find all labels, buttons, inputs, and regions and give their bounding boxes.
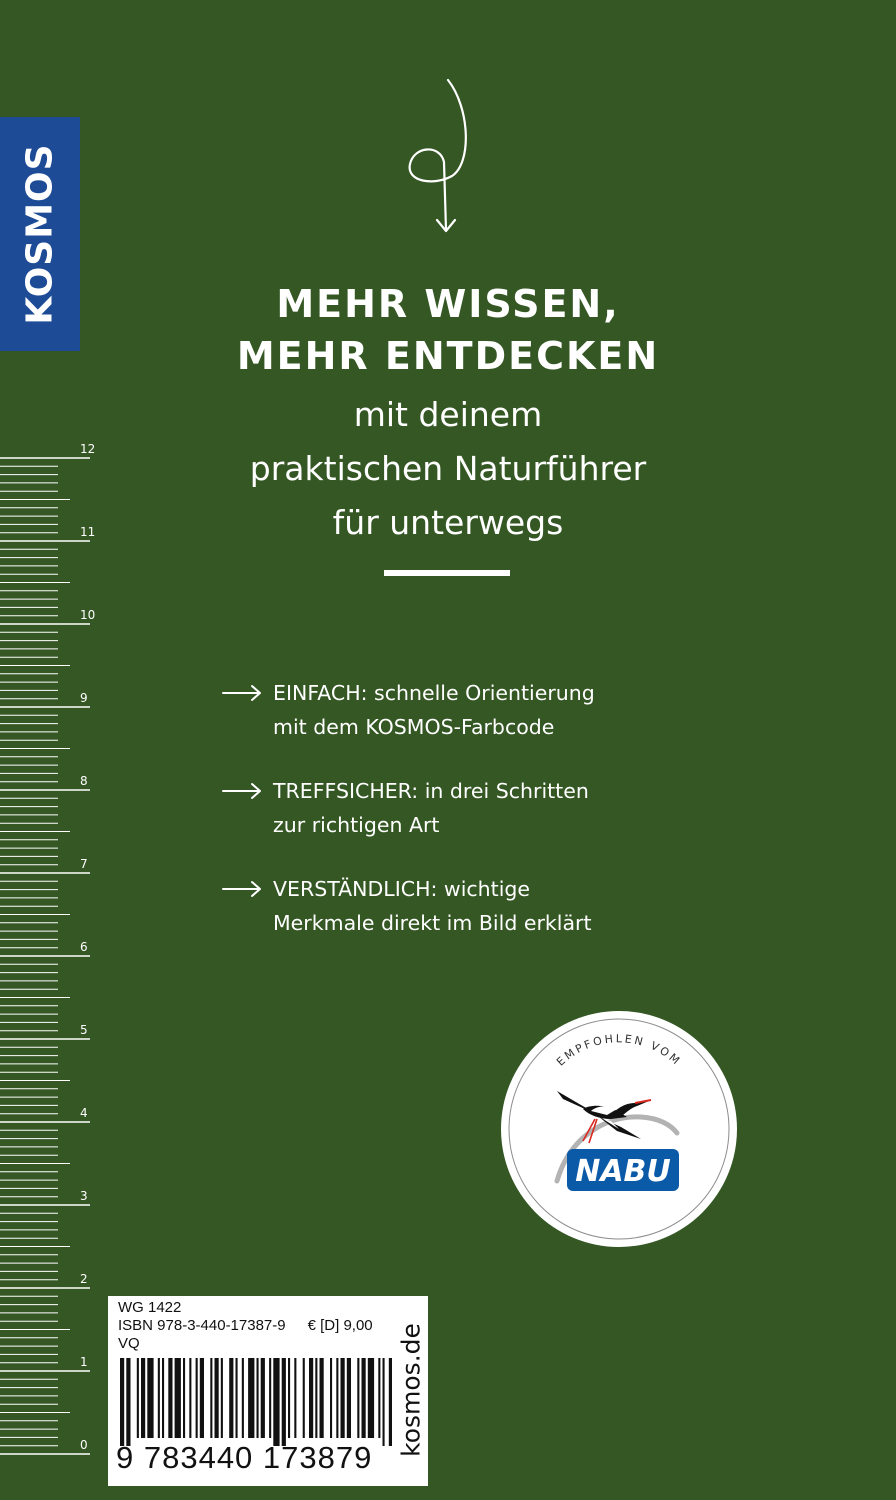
barcode-bar <box>141 1358 145 1438</box>
ruler-label: 10 <box>80 608 96 622</box>
barcode-bar <box>210 1358 212 1438</box>
barcode-bar <box>383 1358 385 1446</box>
barcode-bar <box>137 1358 139 1438</box>
ruler-label: 2 <box>80 1272 88 1286</box>
feature-treffsicher <box>222 774 742 842</box>
barcode-bar <box>347 1358 351 1438</box>
barcode-bar <box>200 1358 204 1438</box>
headline-line-1: MEHR WISSEN, <box>276 282 620 326</box>
feature-line-1: EINFACH: schnelle Orientierung <box>273 681 595 705</box>
barcode-bar <box>120 1358 124 1446</box>
barcode-bar <box>158 1358 160 1438</box>
right-arrow-icon <box>222 676 264 710</box>
ruler-label: 11 <box>80 525 96 539</box>
price: € [D] 9,00 <box>307 1317 373 1334</box>
barcode-bar <box>357 1358 359 1438</box>
headline-line-2: MEHR ENTDECKEN <box>236 334 660 378</box>
right-arrow-icon <box>222 774 264 808</box>
barcode-bar <box>215 1358 219 1438</box>
ruler-label: 8 <box>80 774 88 788</box>
barcode-box <box>108 1296 428 1486</box>
barcode-bar <box>330 1358 332 1438</box>
ruler-label: 1 <box>80 1355 88 1369</box>
barcode-bar <box>269 1358 271 1438</box>
ruler-label: 7 <box>80 857 88 871</box>
barcode-bar <box>273 1358 279 1446</box>
nabu-badge <box>499 1009 739 1249</box>
barcode-bar <box>288 1358 290 1438</box>
ruler-label: 9 <box>80 691 88 705</box>
barcode-bar <box>248 1358 254 1438</box>
vq-code: VQ <box>118 1335 140 1352</box>
ruler-label: 12 <box>80 442 96 456</box>
feature-line-2: Merkmale direkt im Bild erklärt <box>273 911 592 935</box>
subline-line-2: praktischen Naturführer <box>249 449 647 488</box>
isbn: ISBN 978-3-440-17387-9 <box>118 1317 286 1334</box>
subline-line-1: mit deinem <box>353 395 543 434</box>
wg-code: WG 1422 <box>118 1299 182 1316</box>
nabu-logo-text: NABU <box>575 1154 671 1189</box>
feature-line-2: zur richtigen Art <box>273 813 440 837</box>
barcode-bar <box>229 1358 233 1438</box>
subline-line-3: für unterwegs <box>332 503 564 542</box>
divider <box>384 570 510 576</box>
feature-line-1: TREFFSICHER: in drei Schritten <box>273 779 589 803</box>
barcode-bar <box>378 1358 380 1438</box>
barcode-bar <box>294 1358 296 1438</box>
barcode-digits: 9 783440 173879 <box>116 1440 373 1475</box>
feature-line-2: mit dem KOSMOS-Farbcode <box>273 715 555 739</box>
feature-line-1: VERSTÄNDLICH: wichtige <box>273 877 531 901</box>
barcode-bar <box>242 1358 244 1438</box>
barcode-bar <box>389 1358 392 1446</box>
barcode-icon <box>120 1358 392 1446</box>
ruler-label: 4 <box>80 1106 88 1120</box>
barcode-bar <box>341 1358 345 1438</box>
barcode-bar <box>189 1358 191 1438</box>
barcode-bar <box>196 1358 198 1438</box>
barcode-bar <box>336 1358 338 1438</box>
barcode-bar <box>282 1358 286 1446</box>
headline <box>0 278 896 382</box>
ruler-label: 0 <box>80 1438 88 1452</box>
ruler <box>0 440 96 1470</box>
badge-top-text: EMPFOHLEN VOM <box>554 1032 684 1069</box>
barcode-bar <box>221 1358 223 1438</box>
barcode-bar <box>162 1358 164 1438</box>
barcode-bar <box>126 1358 130 1446</box>
barcode-bar <box>309 1358 313 1438</box>
barcode-bar <box>236 1358 238 1438</box>
barcode-bar <box>303 1358 305 1438</box>
barcode-bar <box>175 1358 181 1438</box>
barcode-bar <box>315 1358 317 1438</box>
isbn-row <box>118 1317 373 1335</box>
barcode-bar <box>147 1358 153 1438</box>
barcode-bar <box>368 1358 374 1438</box>
feature-einfach <box>222 676 742 744</box>
right-arrow-icon <box>222 872 264 906</box>
ruler-label: 5 <box>80 1023 88 1037</box>
book-info <box>118 1299 373 1353</box>
curly-arrow-down-icon <box>400 78 490 238</box>
ruler-label: 3 <box>80 1189 88 1203</box>
barcode-bar <box>168 1358 172 1438</box>
barcode-bar <box>261 1358 265 1438</box>
ruler-label: 6 <box>80 940 88 954</box>
barcode-bar <box>362 1358 366 1438</box>
barcode-bar <box>320 1358 324 1438</box>
website-url: kosmos.de <box>396 1323 426 1457</box>
barcode-bar <box>183 1358 185 1438</box>
feature-verstaendlich <box>222 872 742 940</box>
subline <box>0 388 896 550</box>
kosmos-logo-text: KOSMOS <box>19 143 61 325</box>
barcode-bar <box>257 1358 259 1438</box>
